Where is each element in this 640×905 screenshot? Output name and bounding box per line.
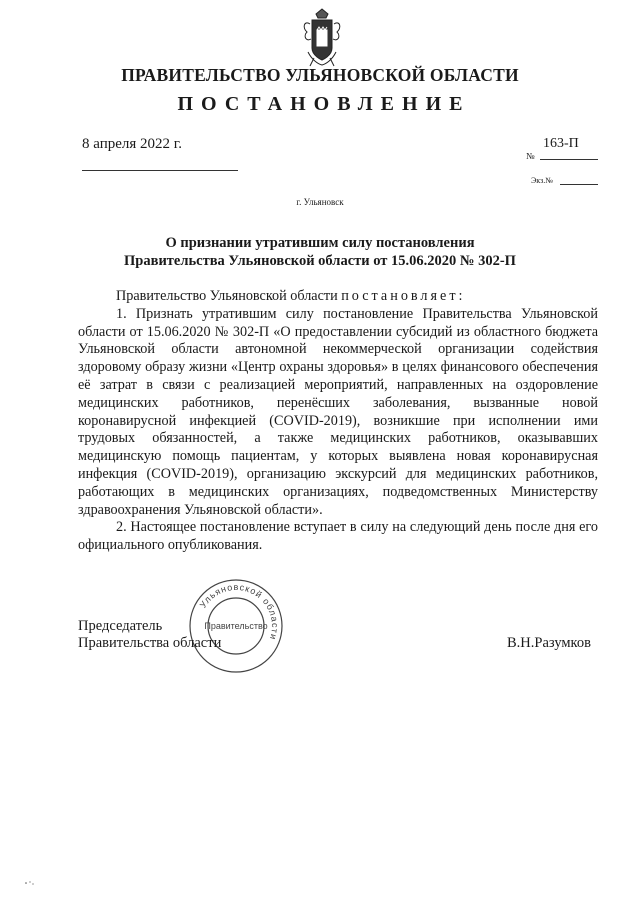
- coat-of-arms-emblem: [300, 8, 344, 68]
- stray-scan-mark: [24, 880, 36, 886]
- number-label: №: [526, 151, 535, 161]
- document-type-title: ПОСТАНОВЛЕНИЕ: [177, 93, 471, 115]
- item-2-paragraph: 2. Настоящее постановление вступает в силу на следующий день после дня его официального опубликования.: [78, 519, 598, 554]
- document-date: 8 апреля 2022 г.: [82, 136, 182, 152]
- resolution-title-line-2: Правительства Ульяновской области от 15.06.2020 № 302-П: [124, 253, 516, 269]
- number-underline: [540, 159, 598, 160]
- document-number: 163-П: [543, 136, 579, 151]
- signer-name: В.Н.Разумков: [507, 635, 591, 651]
- copy-number-label: Экз.№: [531, 176, 553, 185]
- intro-suffix: :: [458, 288, 463, 304]
- signer-position-line-1: Председатель: [78, 618, 163, 634]
- resolution-body: [78, 288, 598, 555]
- intro-prefix: Правительство Ульяновской области: [116, 288, 342, 304]
- item-1-paragraph: 1. Признать утратившим силу постановление Правительства Ульяновской области от 15.06.2020 № 302-П «О предоставлении субсидий из областного бюджета Ульяновской области автономной некоммерческой организации содействия здоровому образу жизни «Центр охраны здоровья» в целях финансового обеспечения её затрат в связи с реализацией мероприятий, направленных на оздоровление медицинских работников, перенёсших заболевания, вызванные новой коронавирусной инфекцией (COVID-2019), возникшие при исполнении ими трудовых обязанностей, а также медицинских работников, оказывавших медицинскую помощь пациентам, у которых выявлена новая коронавирусная инфекция (COVID-2019), организацию экскурсий для медицинских работников, работающих в медицинских организациях, подведомственных Министерству здравоохранения Ульяновской области».: [78, 305, 598, 518]
- intro-paragraph: [78, 288, 598, 306]
- seal-ring-text: Ульяновской области: [197, 581, 281, 642]
- copy-number-underline: [560, 184, 598, 185]
- intro-verb: постановляет: [341, 288, 459, 304]
- resolution-title-line-1: О признании утратившим силу постановления: [165, 235, 475, 251]
- svg-text:Ульяновской области: [198, 582, 280, 642]
- government-title: ПРАВИТЕЛЬСТВО УЛЬЯНОВСКОЙ ОБЛАСТИ: [121, 65, 519, 85]
- city-label: г. Ульяновск: [296, 197, 344, 207]
- official-seal: [188, 578, 284, 674]
- seal-center-text: Правительство: [204, 621, 268, 631]
- signer-position-line-2: Правительства области: [78, 635, 222, 651]
- date-underline: [82, 170, 238, 171]
